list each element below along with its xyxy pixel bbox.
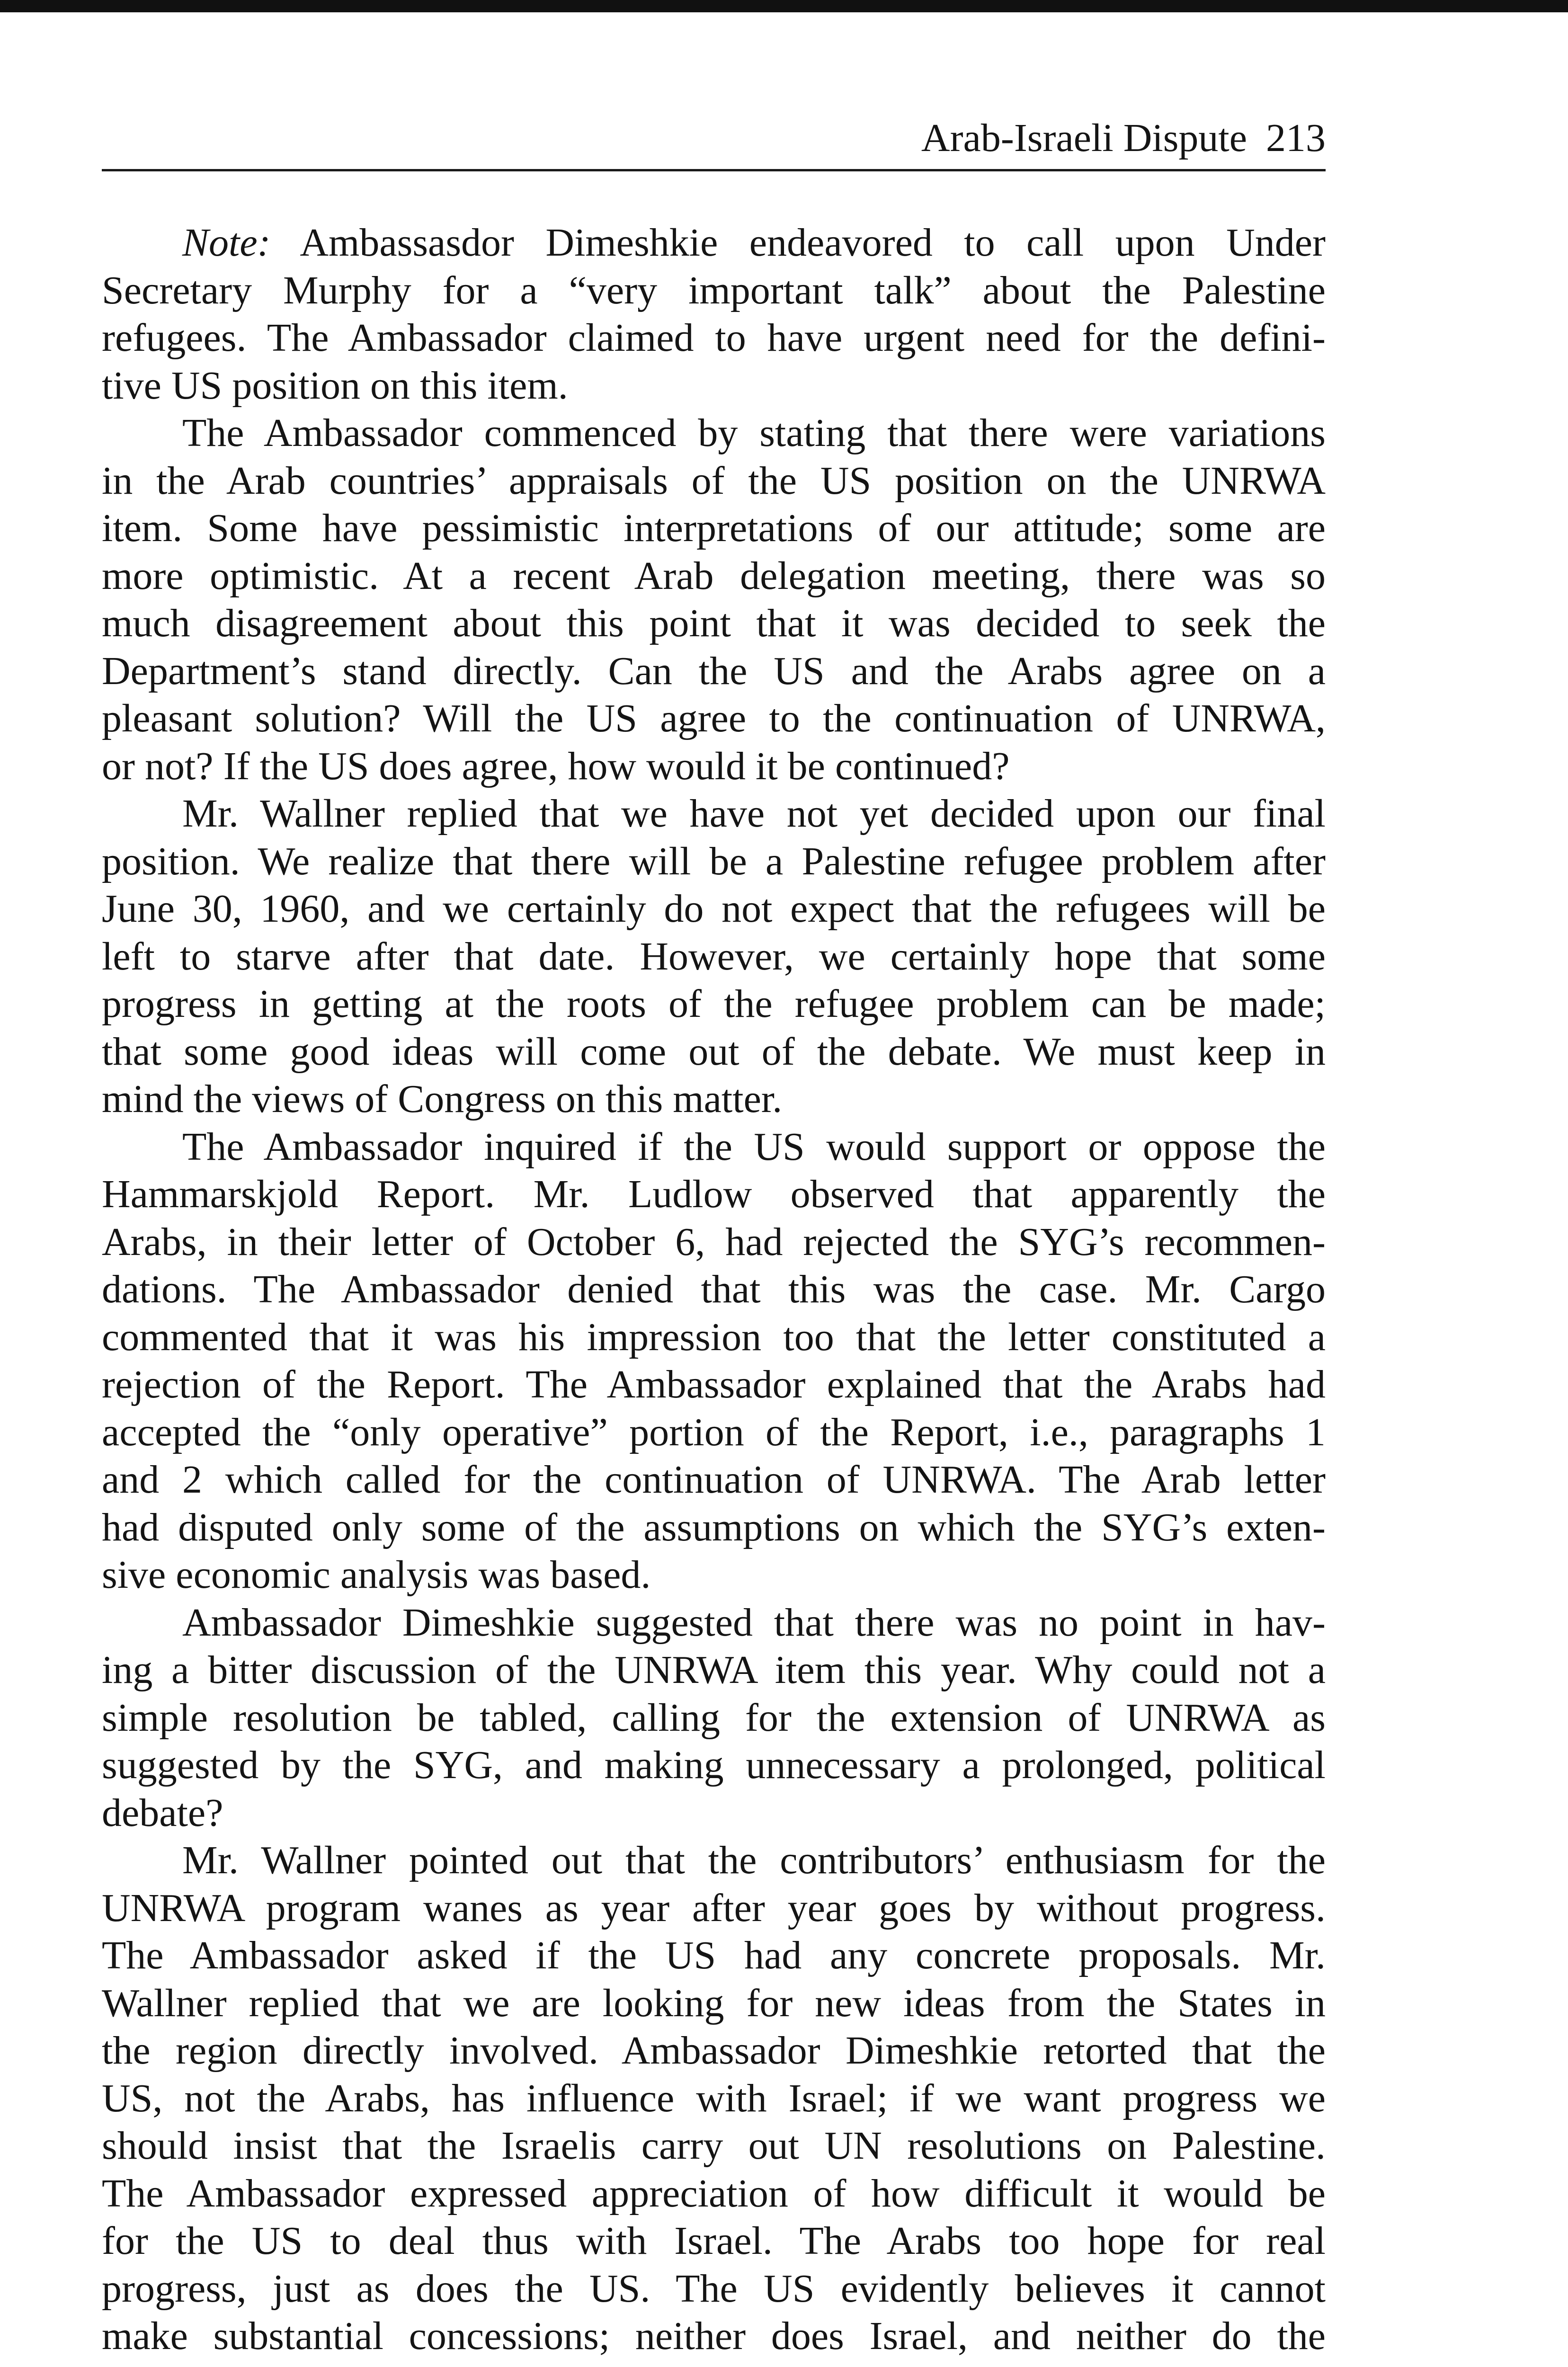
text-line: simple resolution be tabled, calling for the extension of UNRWA as	[102, 1695, 1326, 1740]
body-text	[102, 219, 1326, 2360]
text-line: Secretary Murphy for a “very important talk” about the Palestine	[102, 268, 1326, 312]
text-line	[102, 219, 1326, 267]
text-line: dations. The Ambassador denied that this was the case. Mr. Cargo	[102, 1267, 1326, 1311]
text-line: Wallner replied that we are looking for new ideas from the States in	[102, 1981, 1326, 2025]
text-line: accepted the “only operative” portion of the Report, i.e., paragraphs 1	[102, 1410, 1326, 1454]
page-number: 213	[1266, 116, 1326, 160]
text-line: US, not the Arabs, has influence with Israel; if we want progress we	[102, 2076, 1326, 2120]
text-line: The Ambassador commenced by stating that there were variations	[182, 411, 1326, 455]
text-line: had disputed only some of the assumptions on which the SYG’s exten-	[102, 1505, 1326, 1549]
text-line: The Ambassador asked if the US had any concrete proposals. Mr.	[102, 1933, 1326, 1977]
text-line: item. Some have pessimistic interpretations of our attitude; some are	[102, 506, 1326, 550]
text-line: The Ambassador inquired if the US would support or oppose the	[182, 1124, 1326, 1169]
text-line: for the US to deal thus with Israel. The Arabs too hope for real	[102, 2219, 1326, 2263]
text-line-content: Ambassasdor Dimeshkie endeavored to call upon Under	[270, 221, 1326, 265]
text-line: Mr. Wallner pointed out that the contributors’ enthusiasm for the	[182, 1838, 1326, 1882]
text-line: make substantial concessions; neither does Israel, and neither do the	[102, 2314, 1326, 2358]
text-line: commented that it was his impression too that the letter constituted a	[102, 1315, 1326, 1359]
text-line: debate?	[102, 1790, 223, 1835]
text-line: UNRWA program wanes as year after year goes by without progress.	[102, 1886, 1326, 1930]
text-line: ing a bitter discussion of the UNRWA item this year. Why could not a	[102, 1648, 1326, 1692]
text-line: or not? If the US does agree, how would it be continued?	[102, 744, 1010, 788]
text-line: that some good ideas will come out of the debate. We must keep in	[102, 1029, 1326, 1074]
text-line: in the Arab countries’ appraisals of the US position on the UNRWA	[102, 458, 1326, 503]
text-line: pleasant solution? Will the US agree to the continuation of UNRWA,	[102, 696, 1326, 740]
text-line: progress, just as does the US. The US evidently believes it cannot	[102, 2266, 1326, 2311]
text-line: much disagreement about this point that it was decided to seek the	[102, 601, 1326, 645]
text-line: and 2 which called for the continuation of UNRWA. The Arab letter	[102, 1458, 1326, 1502]
text-line: position. We realize that there will be a Palestine refugee problem after	[102, 839, 1326, 883]
text-line: suggested by the SYG, and making unnecessary a prolonged, political	[102, 1743, 1326, 1787]
running-head	[102, 118, 1326, 171]
text-line: June 30, 1960, and we certainly do not expect that the refugees will be	[102, 887, 1326, 931]
text-line: mind the views of Congress on this matter.	[102, 1077, 783, 1121]
text-line: should insist that the Israelis carry out UN resolutions on Palestine.	[102, 2124, 1326, 2168]
text-line: the region directly involved. Ambassador Dimeshkie retorted that the	[102, 2029, 1326, 2073]
text-line: more optimistic. At a recent Arab delegation meeting, there was so	[102, 553, 1326, 598]
text-line: refugees. The Ambassador claimed to have urgent need for the defini-	[102, 316, 1326, 360]
text-line: tive US position on this item.	[102, 363, 568, 408]
note-label: Note:	[182, 221, 271, 265]
running-head-title: Arab-Israeli Dispute	[921, 116, 1247, 160]
text-line: rejection of the Report. The Ambassador explained that the Arabs had	[102, 1362, 1326, 1406]
text-line: Ambassador Dimeshkie suggested that there was no point in hav-	[182, 1600, 1326, 1645]
text-line: Arabs, in their letter of October 6, had rejected the SYG’s recommen-	[102, 1219, 1326, 1264]
text-line: sive economic analysis was based.	[102, 1553, 651, 1597]
text-line: progress in getting at the roots of the refugee problem can be made;	[102, 982, 1326, 1026]
text-line: left to starve after that date. However, we certainly hope that some	[102, 934, 1326, 979]
top-border-rule	[0, 0, 1568, 12]
text-line: Hammarskjold Report. Mr. Ludlow observed that apparently the	[102, 1172, 1326, 1216]
text-line: Department’s stand directly. Can the US and the Arabs agree on a	[102, 649, 1326, 693]
text-line: The Ambassador expressed appreciation of how difficult it would be	[102, 2171, 1326, 2216]
text-line: Mr. Wallner replied that we have not yet decided upon our final	[182, 792, 1326, 836]
